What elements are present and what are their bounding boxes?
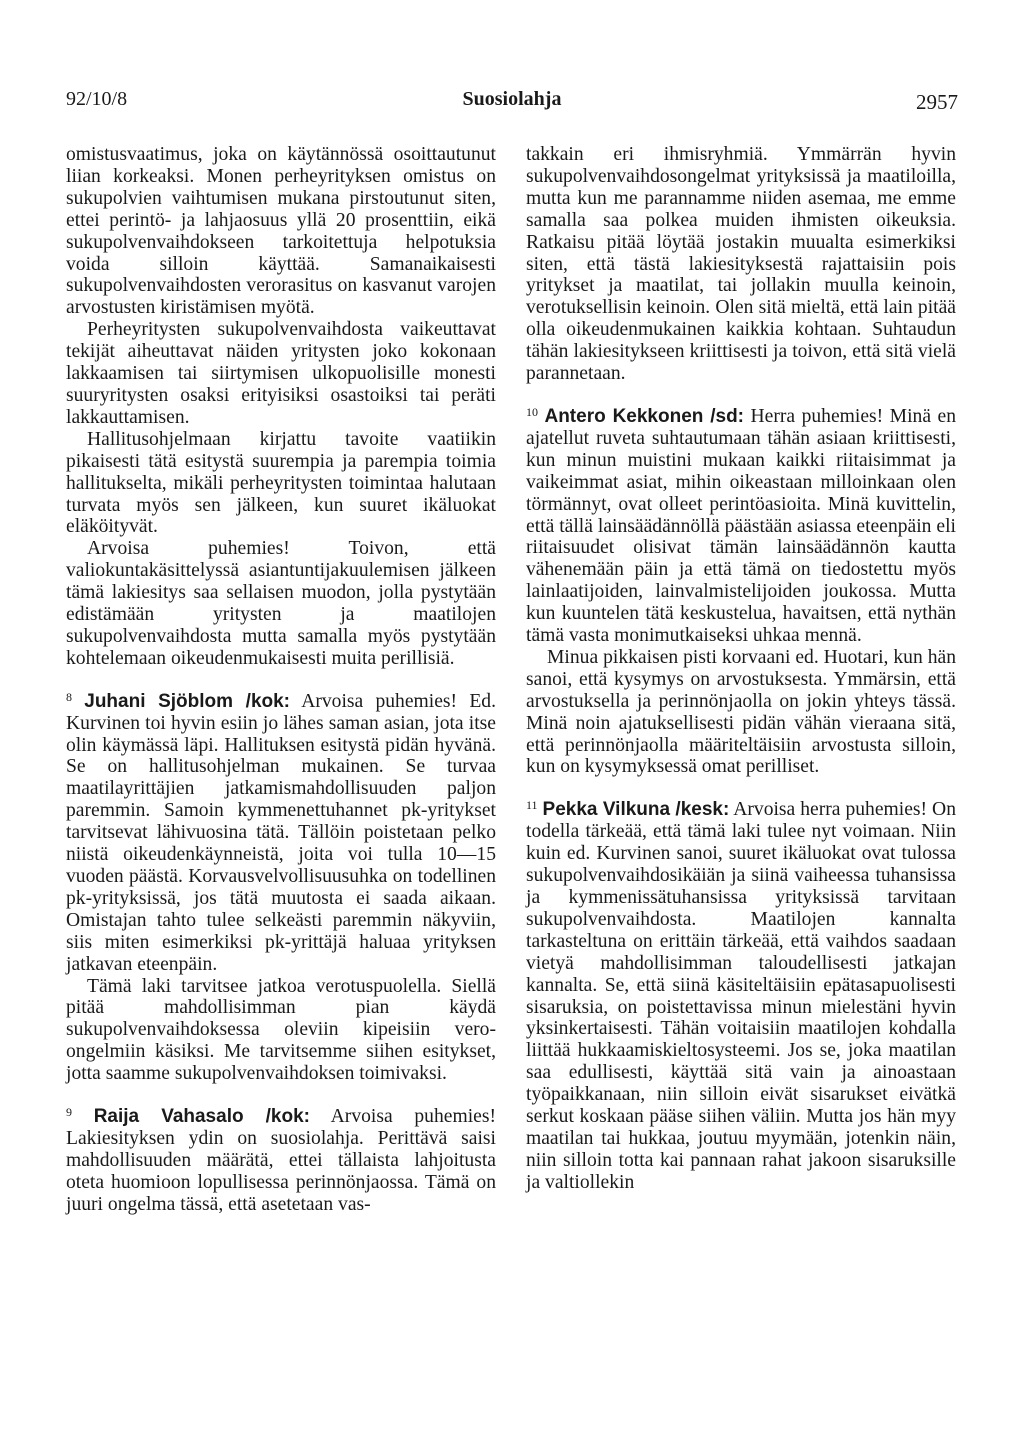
page-header (66, 88, 958, 120)
speech-8 (66, 691, 496, 976)
paragraph: Hallitusohjelmaan kirjattu tavoite vaatiikin pikaisesti tätä esitystä suurempia ja parempia toimia hallitukselta, mikäli perheyritysten toimintaa halutaan turvata myös sen jälkeen, kun suuret ikäluokat eläköityvät. (66, 428, 496, 538)
document-number: 92/10/8 (66, 88, 128, 110)
paragraph: takkain eri ihmisryhmiä. Ymmärrän hyvin sukupolvenvaihdosongelmat yrityksissä ja maatiloilla, mutta kun me parannamme niiden asemaa, me emme samalla saa polkea muiden ihmisten oikeuksia. Ratkaisu pitää löytää jostakin muualta esimerkiksi siten, että tästä lakiesityksestä rajattaisiin pois yritykset ja maatilat, tai jollakin muulla keinoin, verotuksellisin keinoin. Olen sitä mieltä, että lain pitää olla oikeudenmukainen kaikkia kohtaan. Suhtaudun tähän lakiesitykseen kriittisesti ja toivon, että sitä vielä parannetaan. (526, 144, 956, 385)
speech-number: 9 (66, 1105, 72, 1120)
speech-11 (526, 799, 956, 1193)
speaker-name: Pekka Vilkuna /kesk: (542, 799, 730, 821)
right-column (526, 144, 956, 1194)
speaker-name: Antero Kekkonen /sd: (544, 405, 745, 427)
speech-number: 8 (66, 689, 72, 704)
speech-text: Arvoisa puhemies! Ed. Kurvinen toi hyvin esiin jo lähes saman asian, jota itse olin käymässä läpi. Hallituksen esitystä pidän hyvänä. Se on hallitusohjelman mukainen. Se turvaa maatilayrittäjien jatkamismahdollisuuden paljon paremmin. Samoin kymmenettuhannet pk-yritykset tarvitsevat lähivuosina tätä. Tällöin poistetaan pelko niistä oikeudenkäynneistä, joita voi tulla 10—15 vuoden päästä. Korvausvelvollisuusuhka on todellinen pk-yrityksissä, jos tätä muutosta ei saada aikaan. Omistajan tahto tulee selkeästi paremmin näkyviin, siis miten esimerkiksi pk-yrittäjä haluaa yrityksen jatkavan eteenpäin. (66, 690, 496, 975)
speech-text: Herra puhemies! Minä en ajatellut ruveta suhtautumaan tähän asiaan kriittisesti, kun minun muistini mukaan kaikki riitaisimmat ja vaikeimmat asiat, mihin oikeastaan milloinkaan olen törmännyt, ovat olleet perintöasioita. Minä kuvittelin, että tällä lainsäädännöllä päästään asiassa eteenpäin eli riitaisuudet olisivat tämän lainsäädännön kautta vähenemään päin ja että tämä on tiedostettu myös lainlaatijoiden, lainvalmistelijoiden joukossa. Mutta kun kuuntelen tätä keskustelua, havaitsen, että nythän tämä vasta monimutkaiseksi uhkaa mennä. (526, 405, 956, 647)
speech-10 (526, 406, 956, 647)
speech-text: Arvoisa puhemies! Lakiesityksen ydin on suosiolahja. Perittävä saisi mahdollisuuden määrätä, ettei tällaista lahjoitusta oteta huomioon lopullisessa perinnönjaossa. Tämä on juuri ongelma tässä, että asetetaan vas- (66, 1106, 496, 1215)
paragraph: Minua pikkaisen pisti korvaani ed. Huotari, kun hän sanoi, että kysymys on arvostuksesta. Ymmärsin, että arvostuksella ja perinnönjaolla on jokin yhteys tässä. Minä noin ajatuksellisesti pidän vähän vieraana sitä, että perinnönjaolla määriteltäisiin arvostusta silloin, kun on kysymyksessä omat perilliset. (526, 646, 956, 778)
speaker-name: Raija Vahasalo /kok: (93, 1106, 311, 1128)
left-column (66, 144, 496, 1216)
paragraph: Perheyritysten sukupolvenvaihdosta vaikeuttavat tekijät aiheuttavat näiden yritysten joko kokonaan lakkaamisen tai siirtymisen ulkopuolisille monesti suuryritysten osaksi erityisiksi osastoiksi tai peräti lakkauttamisen. (66, 319, 496, 428)
paragraph: omistusvaatimus, joka on käytännössä osoittautunut liian korkeaksi. Monen perheyrityksen omistus on sukupolvien vaihtumisen mukana pirstoutunut siten, ettei perintö- ja lahjaosuus yllä 20 prosenttiin, eikä sukupolvenvaihdokseen tarkoitettuja helpotuksia voida silloin käyttää. Samanaikaisesti sukupolvenvaihdosten verorasitus on kasvanut varojen arvostusten kiristämisen myötä. (66, 144, 496, 319)
running-title: Suosiolahja (462, 88, 562, 110)
speech-number: 11 (526, 798, 538, 813)
paragraph: Tämä laki tarvitsee jatkoa verotuspuolella. Siellä pitää mahdollisimman pian käydä sukupolvenvaihdoksessa oleviin kipeisiin vero-ongelmiin käsiksi. Me tarvitsemme siihen esitykset, jotta saamme sukupolvenvaihdoksen toimivaksi. (66, 975, 496, 1085)
paragraph: Arvoisa puhemies! Toivon, että valiokuntakäsittelyssä asiantuntijakuulemisen jälkeen tämä lakiesitys saa sellaisen muodon, jolla pystytään edistämään yritysten ja maatilojen sukupolvenvaihdosta mutta samalla myös pystytään kohtelemaan oikeudenmukaisesti muita perillisiä. (66, 538, 496, 669)
page-number: 2957 (916, 90, 958, 114)
speaker-name: Juhani Sjöblom /kok: (84, 690, 291, 712)
speech-9 (66, 1106, 496, 1216)
speech-number: 10 (526, 404, 538, 419)
speech-text: Arvoisa herra puhemies! On todella tärkeää, että tämä laki tulee nyt voimaan. Niin kuin ed. Kurvinen sanoi, suuret ikäluokat ovat tulossa sukupolvenvaihdosikäiän ja siinä vaiheessa tuhansissa ja kymmenissätuhansissa yrityksissä tarvitaan sukupolvenvaihdosta. Maatilojen kannalta tarkasteltuna on erittäin tärkeää, että vaihdos saadaan vietyä mahdollisimman taloudellisesti jatkajan kannalta. Se, että siinä käsiteltäisiin epätasapuolisesti sisaruksia, on poistettavissa minun mielestäni hyvin yksinkertaisesti. Tähän voitaisiin maatilojen kohdalla liittää hukkaamiskieltosysteemi. Jos se, joka maatilan saa edullisesti, käyttää sitä vain ja ainoastaan työpaikkanaan, niin silloin eivät sisarukset eivätkä serkut koskaan pääse siihen väliin. Mutta jos hän myy maatilan tai hukkaa, joutuu myymään, jotenkin näin, niin silloin totta kai pannaan rahat jakoon sisaruksille ja valtiollekin (526, 799, 956, 1193)
